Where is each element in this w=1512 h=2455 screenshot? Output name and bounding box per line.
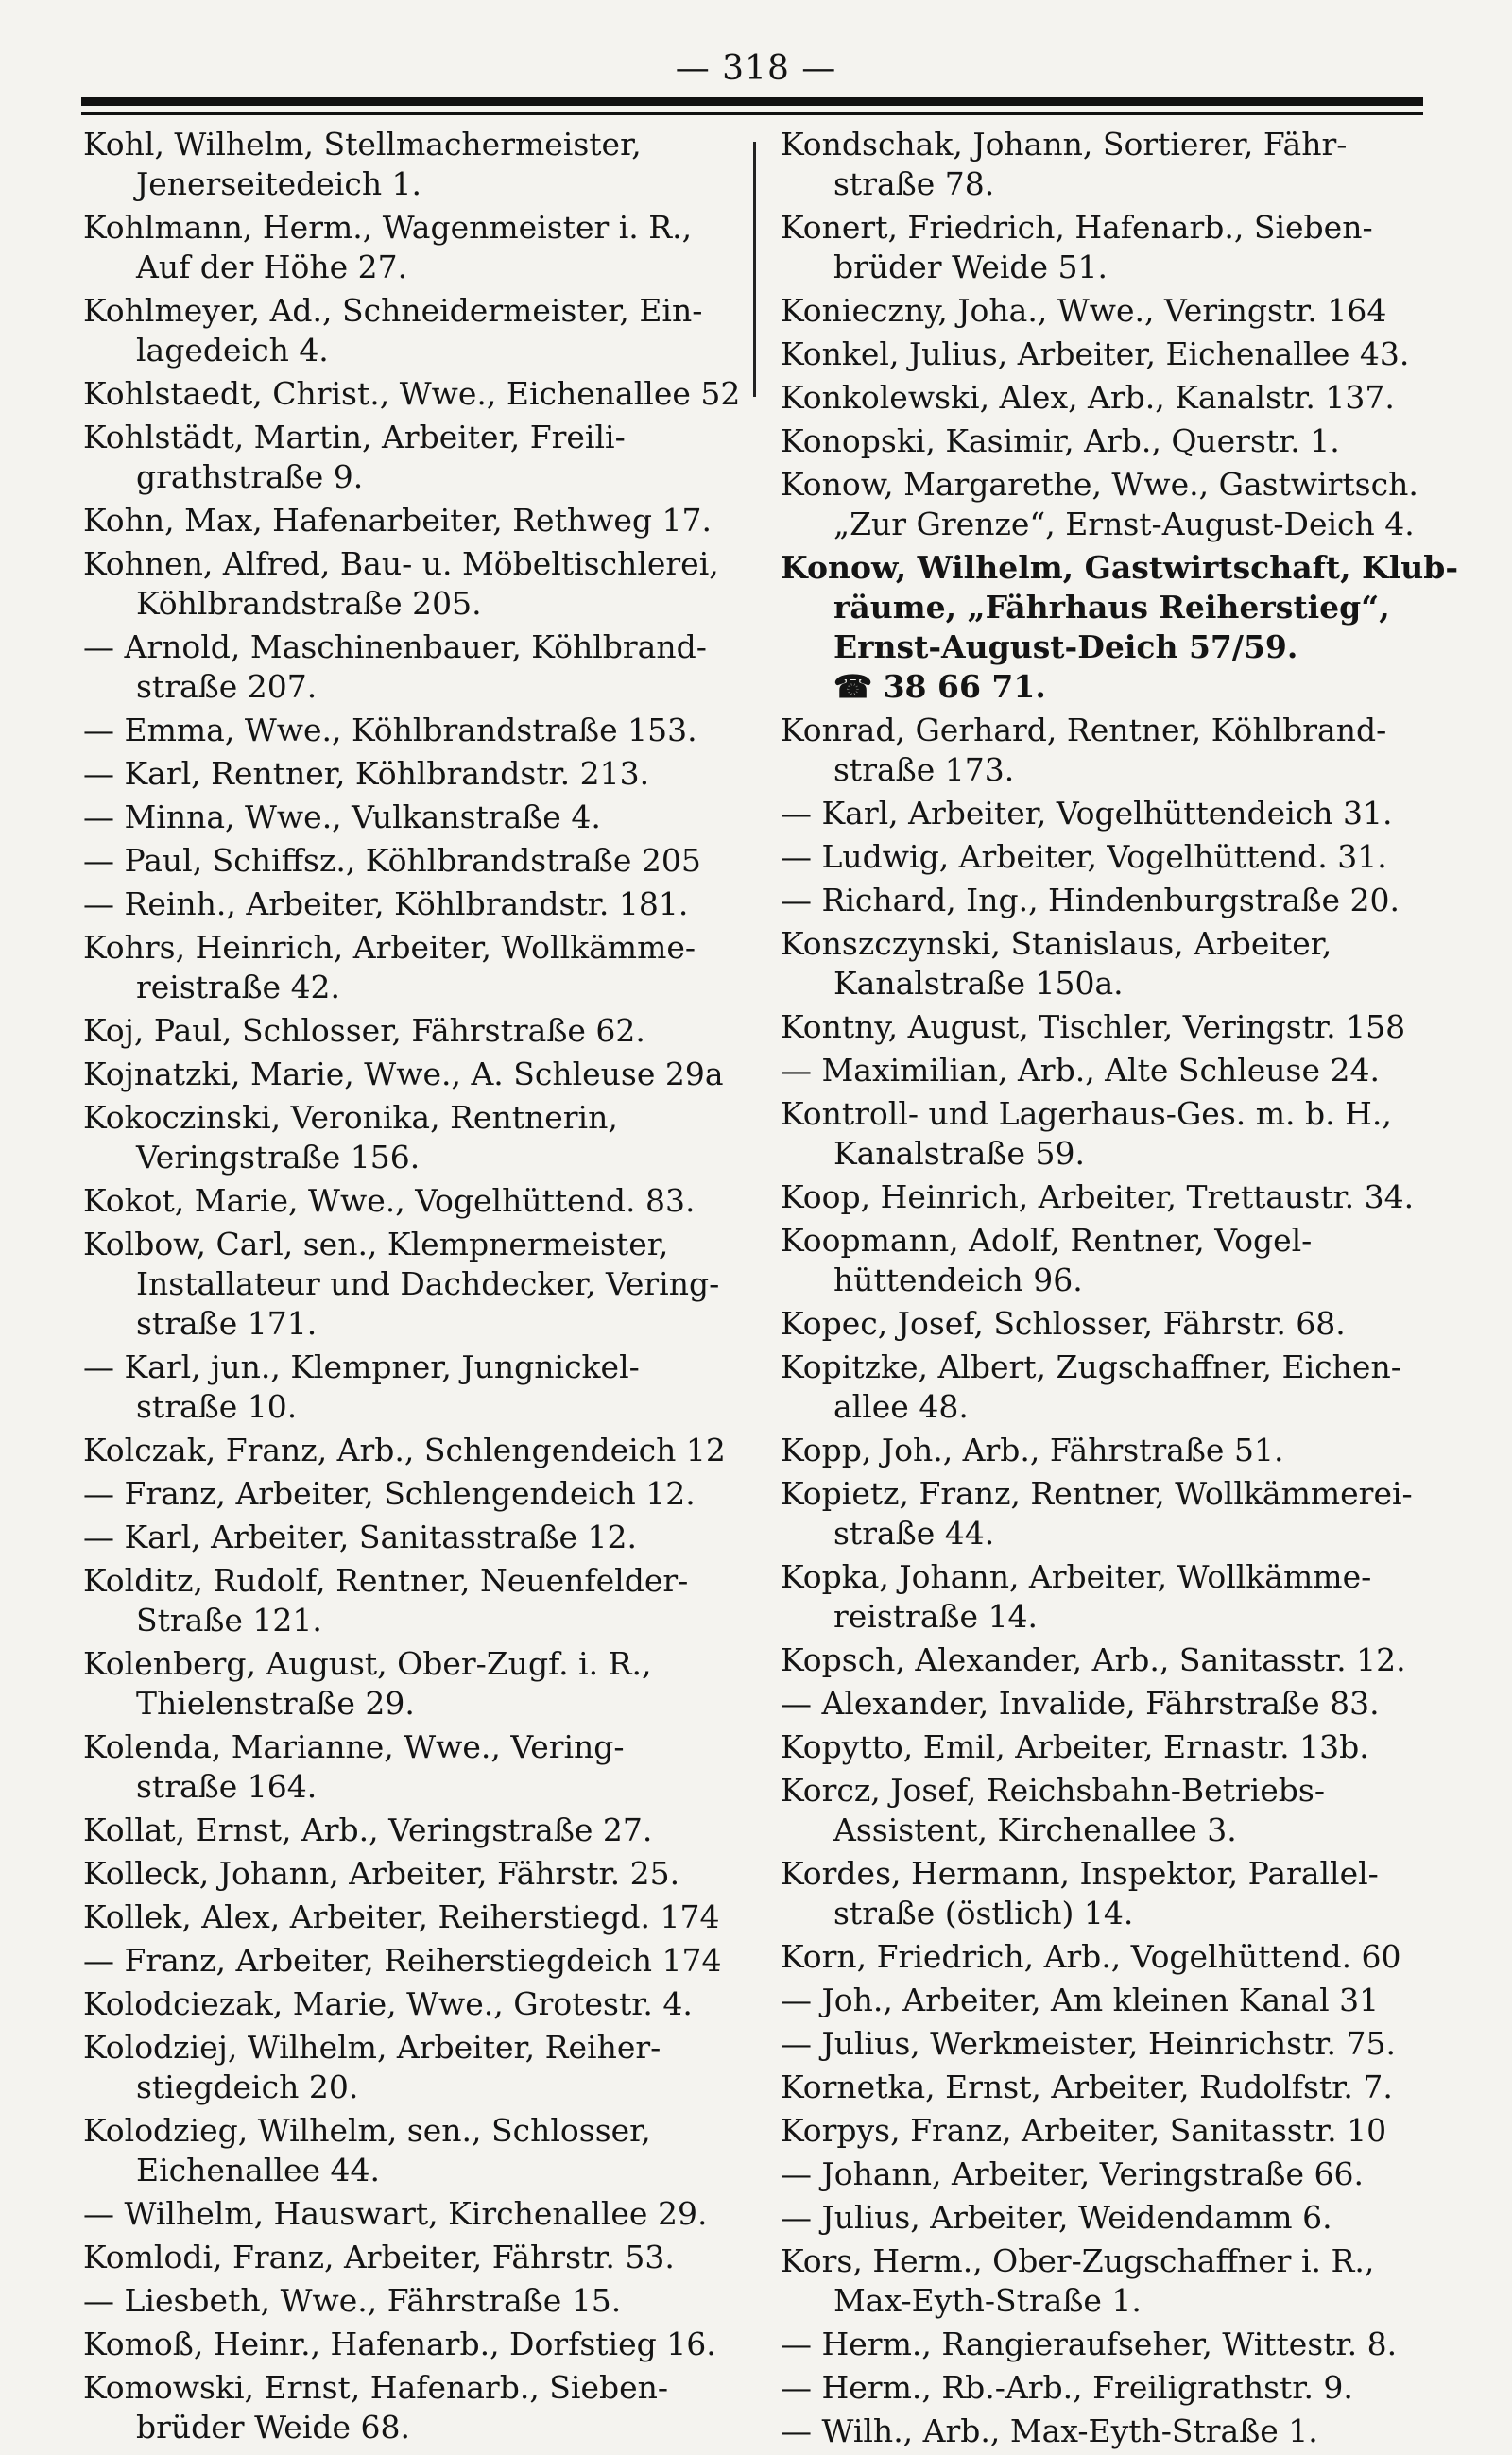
- directory-entry: [781, 1051, 1442, 1090]
- entry-continuation-line: brüder Weide 68.: [136, 2409, 411, 2446]
- entry-line: Konkolewski, Alex, Arb., Kanalstr. 137.: [781, 379, 1395, 416]
- entry-line: Komlodi, Franz, Arbeiter, Fährstr. 53.: [83, 2239, 675, 2275]
- entry-continuation-line: reistraße 42.: [136, 969, 341, 1005]
- entry-continuation-line: straße (östlich) 14.: [833, 1895, 1134, 1931]
- directory-entry: [781, 2198, 1442, 2238]
- entry-line: Kolczak, Franz, Arb., Schlengendeich 12: [83, 1432, 726, 1468]
- entry-continuation-line: lagedeich 4.: [136, 332, 329, 369]
- entry-continuation-line: straße 164.: [136, 1768, 318, 1805]
- entry-continuation-line: straße 207.: [136, 668, 318, 705]
- directory-entry: [781, 2325, 1442, 2364]
- directory-entry: [781, 1221, 1442, 1300]
- directory-entry: [83, 2111, 745, 2190]
- entry-line: Kontny, August, Tischler, Veringstr. 158: [781, 1008, 1406, 1045]
- entry-continuation-line: Jenerseitedeich 1.: [136, 165, 422, 202]
- entry-continuation-line: Auf der Höhe 27.: [136, 249, 408, 285]
- directory-entry: [83, 1348, 745, 1427]
- directory-entry: [83, 291, 745, 370]
- entry-line: — Alexander, Invalide, Fährstraße 83.: [781, 1685, 1380, 1722]
- directory-entry: [83, 1897, 745, 1937]
- entry-line: Kolodziej, Wilhelm, Arbeiter, Reiher-: [83, 2029, 662, 2066]
- directory-entry: [83, 125, 745, 204]
- directory-entry: [781, 1640, 1442, 1680]
- directory-entry: [83, 2325, 745, 2364]
- entry-continuation-line: Max-Eyth-Straße 1.: [833, 2282, 1142, 2319]
- entry-line: Kollat, Ernst, Arb., Veringstraße 27.: [83, 1811, 653, 1848]
- directory-entry: [83, 544, 745, 624]
- entry-line: Konow, Wilhelm, Gastwirtschaft, Klub-: [781, 549, 1459, 586]
- entry-continuation-line: Veringstraße 156.: [136, 1139, 421, 1176]
- directory-entry: [83, 841, 745, 881]
- entry-line: Kohlstaedt, Christ., Wwe., Eichenallee 52: [83, 375, 741, 412]
- entry-line: — Richard, Ing., Hindenburgstraße 20.: [781, 882, 1400, 918]
- directory-entry: [83, 1011, 745, 1051]
- entry-continuation-line: hüttendeich 96.: [833, 1262, 1083, 1298]
- entry-line: Kopytto, Emil, Arbeiter, Ernastr. 13b.: [781, 1728, 1369, 1765]
- entry-continuation-line: ☎ 38 66 71.: [833, 668, 1046, 705]
- entry-line: — Maximilian, Arb., Alte Schleuse 24.: [781, 1052, 1380, 1089]
- entry-line: Kolodciezak, Marie, Wwe., Grotestr. 4.: [83, 1985, 693, 2022]
- directory-entry: [83, 374, 745, 414]
- directory-entry: [83, 2028, 745, 2107]
- directory-entry: [83, 1055, 745, 1094]
- entry-line: — Wilh., Arb., Max-Eyth-Straße 1.: [781, 2412, 1318, 2449]
- directory-entry: [83, 2238, 745, 2277]
- entry-line: Korpys, Franz, Arbeiter, Sanitasstr. 10: [781, 2112, 1387, 2149]
- entry-line: — Julius, Werkmeister, Heinrichstr. 75.: [781, 2025, 1396, 2062]
- directory-entry: [83, 627, 745, 707]
- entry-line: Kohlmeyer, Ad., Schneidermeister, Ein-: [83, 292, 703, 329]
- entry-line: Kolleck, Johann, Arbeiter, Fährstr. 25.: [83, 1855, 680, 1892]
- entry-line: — Franz, Arbeiter, Schlengendeich 12.: [83, 1475, 696, 1512]
- entry-line: Kohn, Max, Hafenarbeiter, Rethweg 17.: [83, 502, 712, 539]
- directory-entry: [781, 421, 1442, 461]
- entry-line: Konopski, Kasimir, Arb., Querstr. 1.: [781, 422, 1340, 459]
- entry-line: Komoß, Heinr., Hafenarb., Dorfstieg 16.: [83, 2326, 716, 2362]
- directory-entry: [781, 1304, 1442, 1344]
- directory-entry: [83, 928, 745, 1007]
- column-divider: [753, 142, 756, 397]
- entry-line: Kopsch, Alexander, Arb., Sanitasstr. 12.: [781, 1641, 1406, 1678]
- entry-continuation-line: brüder Weide 51.: [833, 249, 1108, 285]
- entry-line: — Reinh., Arbeiter, Köhlbrandstr. 181.: [83, 885, 689, 922]
- entry-line: Kollek, Alex, Arbeiter, Reiherstiegd. 174: [83, 1898, 720, 1935]
- entry-line: Kolditz, Rudolf, Rentner, Neuenfelder-: [83, 1562, 689, 1599]
- directory-entry: [83, 1561, 745, 1640]
- entry-line: — Karl, Arbeiter, Sanitasstraße 12.: [83, 1519, 638, 1555]
- entry-line: Kolodzieg, Wilhelm, sen., Schlosser,: [83, 2112, 651, 2149]
- entry-line: — Karl, Arbeiter, Vogelhüttendeich 31.: [781, 795, 1393, 832]
- entry-line: — Minna, Wwe., Vulkanstraße 4.: [83, 798, 601, 835]
- entry-line: Kopitzke, Albert, Zugschaffner, Eichen-: [781, 1348, 1401, 1385]
- directory-entry: [83, 1941, 745, 1981]
- entry-line: — Franz, Arbeiter, Reiherstiegdeich 174: [83, 1942, 722, 1979]
- entry-line: — Ludwig, Arbeiter, Vogelhüttend. 31.: [781, 838, 1387, 875]
- directory-entry: [781, 794, 1442, 833]
- directory-entry: [781, 1431, 1442, 1470]
- entry-line: — Joh., Arbeiter, Am kleinen Kanal 31: [781, 1982, 1380, 2018]
- right-column: [781, 125, 1459, 2455]
- directory-entry: [781, 2068, 1442, 2107]
- directory-entry: [781, 1007, 1442, 1047]
- entry-line: — Arnold, Maschinenbauer, Köhlbrand-: [83, 628, 707, 665]
- entry-continuation-line: räume, „Fährhaus Reiherstieg“,: [833, 589, 1390, 626]
- entry-continuation-line: Kanalstraße 59.: [833, 1135, 1085, 1172]
- directory-entry: [781, 1474, 1442, 1554]
- entry-line: — Julius, Arbeiter, Weidendamm 6.: [781, 2199, 1332, 2236]
- directory-entry: [83, 1431, 745, 1470]
- directory-entry: [781, 2241, 1442, 2321]
- entry-line: — Johann, Arbeiter, Veringstraße 66.: [781, 2155, 1364, 2192]
- entry-line: Konert, Friedrich, Hafenarb., Sieben-: [781, 209, 1373, 246]
- entry-line: — Liesbeth, Wwe., Fährstraße 15.: [83, 2282, 622, 2319]
- entry-line: Kornetka, Ernst, Arbeiter, Rudolfstr. 7.: [781, 2069, 1393, 2105]
- entry-line: Koj, Paul, Schlosser, Fährstraße 62.: [83, 1012, 645, 1049]
- entry-line: Kordes, Hermann, Inspektor, Parallel-: [781, 1855, 1379, 1892]
- entry-line: Kopietz, Franz, Rentner, Wollkämmerei-: [781, 1475, 1413, 1512]
- entry-line: Kokot, Marie, Wwe., Vogelhüttend. 83.: [83, 1182, 696, 1219]
- entry-continuation-line: Kanalstraße 150a.: [833, 965, 1124, 1002]
- directory-entry: [83, 1727, 745, 1807]
- entry-line: Koopmann, Adolf, Rentner, Vogel-: [781, 1222, 1313, 1259]
- directory-entry: [781, 1937, 1442, 1977]
- entry-continuation-line: straße 171.: [136, 1305, 318, 1342]
- directory-entry: [83, 208, 745, 287]
- directory-entry: [781, 1727, 1442, 1767]
- directory-entry: [83, 884, 745, 924]
- directory-entry: [781, 378, 1442, 418]
- entry-line: Kolbow, Carl, sen., Klempnermeister,: [83, 1226, 669, 1262]
- entry-continuation-line: „Zur Grenze“, Ernst-August-Deich 4.: [833, 506, 1415, 542]
- directory-entry: [83, 1518, 745, 1557]
- entry-continuation-line: Straße 121.: [136, 1602, 322, 1639]
- directory-entry: [83, 2368, 745, 2447]
- entry-line: — Paul, Schiffsz., Köhlbrandstraße 205: [83, 842, 701, 879]
- entry-line: Komowski, Ernst, Hafenarb., Sieben-: [83, 2369, 669, 2406]
- directory-entry: [781, 335, 1442, 374]
- directory-entry: [83, 1225, 745, 1344]
- entry-line: Kontroll- und Lagerhaus-Ges. m. b. H.,: [781, 1095, 1392, 1132]
- entry-continuation-line: Assistent, Kirchenallee 3.: [833, 1811, 1237, 1848]
- directory-entry: [781, 1177, 1442, 1217]
- directory-entry: [83, 754, 745, 794]
- entry-line: Kopec, Josef, Schlosser, Fährstr. 68.: [781, 1305, 1346, 1342]
- entry-continuation-line: stiegdeich 20.: [136, 2069, 359, 2105]
- directory-entry: [781, 837, 1442, 877]
- entry-line: Kolenberg, August, Ober-Zugf. i. R.,: [83, 1645, 652, 1682]
- directory-entry: [781, 125, 1442, 204]
- entry-line: Kopka, Johann, Arbeiter, Wollkämme-: [781, 1558, 1372, 1595]
- entry-continuation-line: Installateur und Dachdecker, Vering-: [136, 1265, 720, 1302]
- entry-continuation-line: grathstraße 9.: [136, 458, 364, 495]
- entry-line: Kondschak, Johann, Sortierer, Fähr-: [781, 126, 1348, 163]
- entry-line: — Herm., Rangieraufseher, Wittestr. 8.: [781, 2326, 1398, 2362]
- entry-continuation-line: straße 173.: [833, 751, 1015, 788]
- entry-continuation-line: straße 44.: [833, 1515, 995, 1552]
- entry-continuation-line: Ernst-August-Deich 57/59.: [833, 628, 1298, 665]
- header-rule-thin: [81, 112, 1423, 115]
- entry-line: Konieczny, Joha., Wwe., Veringstr. 164: [781, 292, 1387, 329]
- entry-line: Kokoczinski, Veronika, Rentnerin,: [83, 1099, 618, 1136]
- header-rule-thick: [81, 97, 1423, 106]
- directory-entry: [83, 1811, 745, 1850]
- entry-continuation-line: straße 78.: [833, 165, 995, 202]
- directory-entry: [83, 418, 745, 497]
- directory-entry: [83, 1098, 745, 1177]
- entry-line: Korn, Friedrich, Arb., Vogelhüttend. 60: [781, 1938, 1401, 1975]
- left-column: [83, 125, 745, 2451]
- entry-continuation-line: reistraße 14.: [833, 1598, 1039, 1635]
- directory-entry: [781, 924, 1442, 1004]
- entry-continuation-line: Thielenstraße 29.: [136, 1685, 415, 1722]
- directory-entry: [781, 1854, 1442, 1933]
- directory-entry: [83, 1984, 745, 2024]
- entry-line: — Karl, Rentner, Köhlbrandstr. 213.: [83, 755, 650, 792]
- directory-entry: [781, 2155, 1442, 2194]
- entry-line: Konow, Margarethe, Wwe., Gastwirtsch.: [781, 466, 1418, 503]
- entry-line: Konkel, Julius, Arbeiter, Eichenallee 43.: [781, 335, 1410, 372]
- directory-entry: [781, 2024, 1442, 2064]
- entry-line: Kohlmann, Herm., Wagenmeister i. R.,: [83, 209, 693, 246]
- directory-entry: [781, 1348, 1442, 1427]
- entry-continuation-line: allee 48.: [833, 1388, 969, 1425]
- directory-entry: [781, 548, 1459, 707]
- directory-entry: [781, 291, 1442, 331]
- entry-line: — Karl, jun., Klempner, Jungnickel-: [83, 1348, 640, 1385]
- entry-line: Koop, Heinrich, Arbeiter, Trettaustr. 34.: [781, 1178, 1415, 1215]
- directory-entry: [781, 2412, 1442, 2451]
- entry-line: Kohnen, Alfred, Bau- u. Möbeltischlerei,: [83, 545, 719, 582]
- entry-line: Kors, Herm., Ober-Zugschaffner i. R.,: [781, 2242, 1375, 2279]
- entry-line: Korcz, Josef, Reichsbahn-Betriebs-: [781, 1772, 1326, 1809]
- directory-entry: [83, 1644, 745, 1724]
- page-number: — 318 —: [675, 49, 837, 88]
- entry-line: Kohrs, Heinrich, Arbeiter, Wollkämme-: [83, 929, 696, 966]
- entry-line: Konrad, Gerhard, Rentner, Köhlbrand-: [781, 712, 1387, 748]
- directory-entry: [781, 2111, 1442, 2151]
- directory-entry: [83, 1474, 745, 1514]
- directory-entry: [781, 2368, 1442, 2408]
- entry-line: Kopp, Joh., Arb., Fährstraße 51.: [781, 1432, 1284, 1468]
- directory-entry: [83, 1181, 745, 1221]
- entry-line: Kolenda, Marianne, Wwe., Vering-: [83, 1728, 625, 1765]
- directory-entry: [83, 2194, 745, 2234]
- directory-entry: [781, 208, 1442, 287]
- entry-line: Kohl, Wilhelm, Stellmachermeister,: [83, 126, 642, 163]
- directory-entry: [781, 1771, 1442, 1850]
- entry-line: Kojnatzki, Marie, Wwe., A. Schleuse 29a: [83, 1056, 724, 1092]
- directory-entry: [781, 1684, 1442, 1724]
- directory-entry: [781, 1557, 1442, 1637]
- directory-entry: [83, 501, 745, 541]
- directory-entry: [83, 1854, 745, 1894]
- directory-entry: [781, 1094, 1442, 1174]
- directory-entry: [781, 1981, 1442, 2020]
- directory-entry: [781, 881, 1442, 920]
- entry-line: — Herm., Rb.-Arb., Freiligrathstr. 9.: [781, 2369, 1353, 2406]
- directory-entry: [83, 711, 745, 750]
- entry-continuation-line: Köhlbrandstraße 205.: [136, 585, 482, 622]
- entry-line: Kohlstädt, Martin, Arbeiter, Freili-: [83, 419, 626, 455]
- directory-entry: [83, 2281, 745, 2321]
- entry-line: — Wilhelm, Hauswart, Kirchenallee 29.: [83, 2195, 708, 2232]
- entry-continuation-line: Eichenallee 44.: [136, 2152, 380, 2189]
- directory-entry: [781, 711, 1442, 790]
- entry-line: — Emma, Wwe., Köhlbrandstraße 153.: [83, 712, 697, 748]
- directory-entry: [781, 465, 1442, 544]
- directory-entry: [83, 798, 745, 837]
- entry-line: Konszczynski, Stanislaus, Arbeiter,: [781, 925, 1332, 962]
- entry-continuation-line: straße 10.: [136, 1388, 298, 1425]
